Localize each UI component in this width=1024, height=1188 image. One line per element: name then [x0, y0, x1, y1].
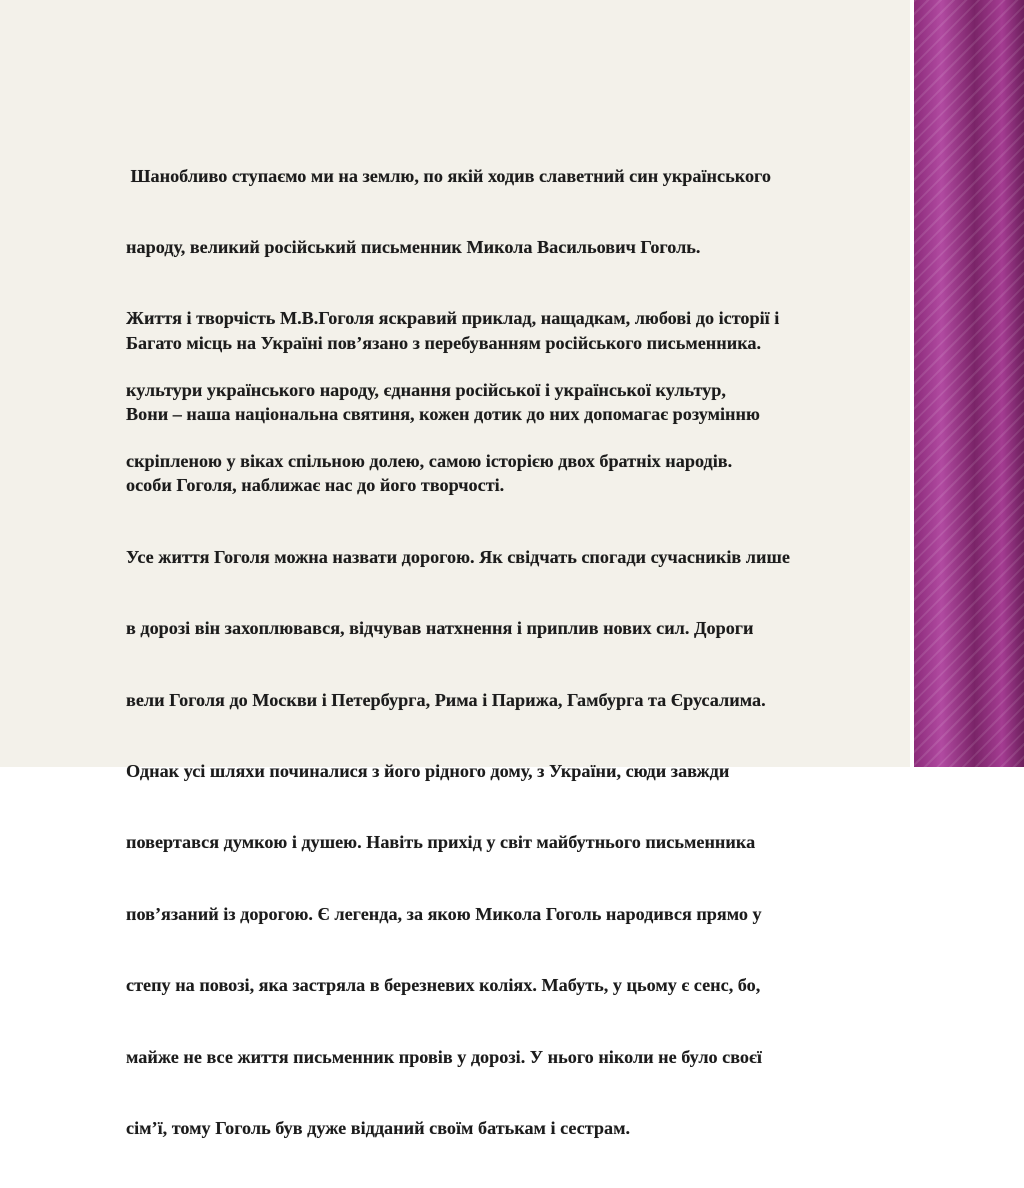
- text-line: культури українського народу, єднання російської і української культур,: [126, 379, 726, 400]
- text-line: Усе життя Гоголя можна назвати дорогою. Як свідчать спогади сучасників лише: [126, 546, 790, 567]
- decorative-purple-stripe: [914, 0, 1024, 767]
- text-line: Шанобливо ступаємо ми на землю, по якій ходив славетний син українського: [126, 165, 771, 186]
- text-line: Однак усі шляхи починалися з його рідного дому, з України, сюди завжди: [126, 760, 730, 781]
- text-line: скріпленою у віках спільною долею, самою історією двох братніх народів.: [126, 451, 733, 472]
- text-line: вели Гоголя до Москви і Петербурга, Рима і Парижа, Гамбурга та Єрусалима.: [126, 689, 766, 710]
- text-line: Вони – наша національна святиня, кожен дотик до них допомагає розумінню: [126, 403, 760, 424]
- text-line: Багато місць на Україні пов’язано з перебуванням російського письменника.: [126, 332, 762, 353]
- text-line: особи Гоголя, наближає нас до його творчості.: [126, 475, 505, 496]
- text-line: в дорозі він захоплювався, відчував натхнення і приплив нових сил. Дороги: [126, 618, 754, 639]
- text-line: сім’ї, тому Гоголь був дуже відданий своїм батькам і сестрам.: [126, 1117, 631, 1138]
- text-line: майже не все життя письменник провів у дорозі. У нього ніколи не було своєї: [126, 1046, 762, 1067]
- text-line: народу, великий російський письменник Микола Васильович Гоголь.: [126, 236, 701, 257]
- text-line: пов’язаний із дорогою. Є легенда, за якою Микола Гоголь народився прямо у: [126, 903, 762, 924]
- text-line: Життя і творчість М.В.Гоголя яскравий приклад, нащадкам, любові до історії і: [126, 308, 780, 329]
- text-line: повертався думкою і душею. Навіть прихід у світ майбутнього письменника: [126, 832, 756, 853]
- text-line: степу на повозі, яка застряла в березневих коліях. Мабуть, у цьому є сенс, бо,: [126, 975, 761, 996]
- main-paragraph: [126, 284, 916, 1188]
